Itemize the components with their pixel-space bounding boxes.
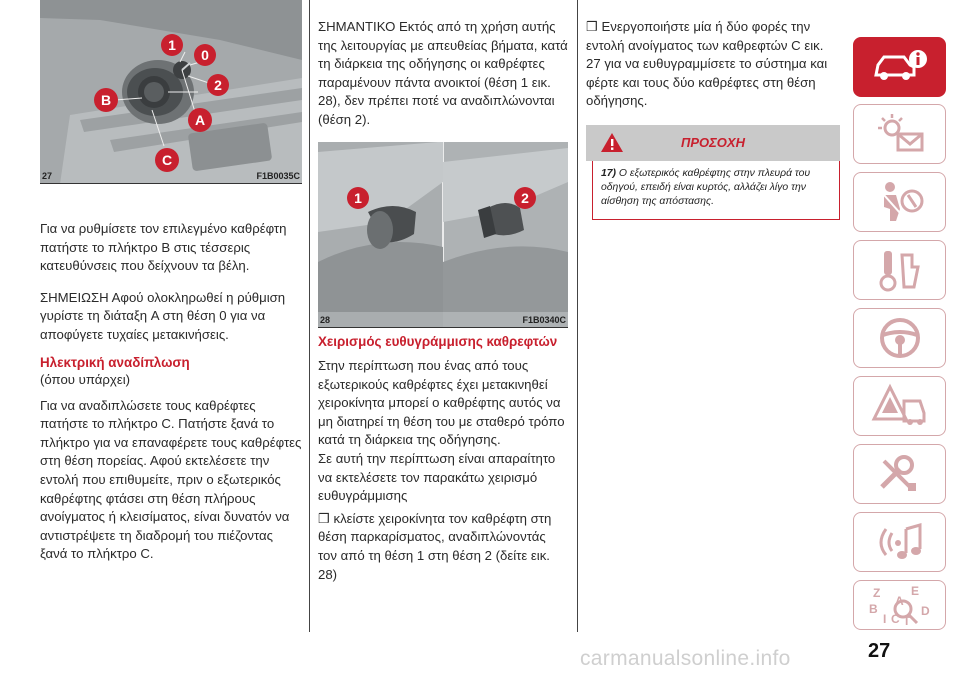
column-divider [577, 0, 578, 632]
section-subheading: (όπου υπάρχει) [40, 372, 131, 388]
airbag-seatbelt-icon [870, 179, 930, 225]
figure-caption [318, 311, 568, 325]
service-tools-icon [870, 451, 930, 497]
callout-2: 2 [214, 77, 222, 93]
figure-27 [40, 0, 302, 184]
sidebar-tab-safety[interactable] [853, 172, 946, 232]
callout-A: A [194, 112, 206, 128]
sidebar-tab-multimedia[interactable] [853, 512, 946, 572]
svg-text:D: D [920, 604, 930, 618]
warning-number: 17) [601, 167, 617, 179]
sidebar-tab-car-info[interactable] [853, 37, 946, 97]
steering-wheel-icon [877, 315, 923, 361]
multimedia-icon [870, 519, 930, 565]
sidebar-tab-emergency[interactable] [853, 376, 946, 436]
callout-2: 2 [521, 189, 529, 206]
svg-text:T: T [902, 614, 910, 627]
paragraph: Στην περίπτωση που ένας από τους εξωτερικούς καθρέφτες έχει μετακινηθεί χειροκίνητα μπορεί ο καθρέφτης αυτός να μη διατηρεί τη θέση του με σταθερό τρόπο κατά τη διάρκεια της οδήγησης. [318, 358, 565, 448]
figure-code: F1B0340C [522, 314, 566, 325]
sidebar-tab-index[interactable] [853, 580, 946, 630]
column-left [40, 0, 302, 564]
sidebar-tab-starting[interactable] [853, 240, 946, 300]
figure-number: 27 [42, 171, 53, 181]
bullet-item: ❒ Ενεργοποιήστε μία ή δύο φορές την εντολή ανοίγματος των καθρεφτών C εικ. 27 για να ευθυγραμμίσετε το σύστημα και φέρτε και τους δύο καθρέφτες στη θέση οδήγησης. [586, 19, 828, 109]
page-number: 27 [868, 640, 891, 662]
paragraph: Σε αυτή την περίπτωση είναι απαραίτητο να εκτελέσετε τον παρακάτω χειρισμό ευθυγράμμισης [318, 451, 556, 504]
column-right [586, 0, 840, 220]
warning-lights-icon [870, 112, 930, 156]
svg-text:Z: Z [872, 586, 880, 600]
paragraph: Για να αναδιπλώσετε τους καθρέφτες πατήστε το πλήκτρο C. Πατήστε ξανά το πλήκτρο για να επαναφέρετε τους καθρέφτες στη θέση πορείας. Αφού εκτελέσετε την εντολή που επιθυμείτε, πριν ο εξωτερικός καθρέφτης φτάσει στη θέση πλήρους ανοίγματος ή κλεισίματος, είναι δυνατόν να αντιστρέψετε τη διαδρομή του πιέζοντας ξανά το πλήκτρο C. [40, 397, 302, 562]
svg-text:E: E [910, 584, 919, 598]
paragraph: Για να ρυθμίσετε τον επιλεγμένο καθρέφτη πατήστε το πλήκτρο B στις τέσσερις κατευθύνσεις που δείχνουν τα βέλη. [40, 221, 287, 274]
important-paragraph: ΣΗΜΑΝΤΙΚΟ Εκτός από τη χρήση αυτής της λειτουργίας με απευθείας βήματα, κατά τη διάρκεια της οδήγησης οι καθρέφτες παραμένουν πάντα ανοικτοί (θέση 1 εικ. 28), δεν πρέπει ποτέ να αναδιπλώνονται (θέση 2). [318, 19, 568, 127]
sidebar-tab-warning-lights[interactable] [853, 104, 946, 164]
door-mirror-controls-illustration [40, 0, 302, 184]
figure-number: 28 [320, 314, 331, 325]
column-divider [309, 0, 310, 632]
callout-1: 1 [168, 37, 176, 53]
warning-text: Ο εξωτερικός καθρέφτης στην πλευρά του οδηγού, επειδή είναι κυρτός, αλλάζει λίγο την αίσθηση της απόστασης. [601, 167, 811, 207]
sidebar-tab-maintenance[interactable] [853, 444, 946, 504]
callout-0: 0 [201, 47, 209, 63]
bullet-item: ❒ κλείστε χειροκίνητα τον καθρέφτη στη θέση παρκαρίσματος, αναδιπλώνοντάς τον από τη θέση 1 στη θέση 2 (δείτε εικ. 28) [318, 510, 552, 582]
folding-mirror-illustration [318, 142, 568, 328]
figure-caption [40, 167, 302, 181]
figure-28 [318, 142, 568, 328]
note-paragraph: ΣΗΜΕΙΩΣΗ Αφού ολοκληρωθεί η ρύθμιση γυρίστε τη διάταξη A στη θέση 0 για να αποφύγετε τυχαίες μετακινήσεις. [40, 289, 286, 342]
figure-code: F1B0035C [256, 171, 300, 181]
section-heading: Χειρισμός ευθυγράμμισης καθρεφτών [318, 333, 558, 349]
section-heading: Ηλεκτρική αναδίπλωση [40, 354, 190, 370]
callout-C: C [161, 152, 173, 168]
watermark: carmanualsonline.info [580, 647, 791, 670]
callout-1: 1 [354, 189, 362, 206]
svg-text:B: B [868, 602, 878, 616]
warning-body [592, 161, 840, 220]
svg-text:A: A [894, 594, 904, 608]
warning-title: ΠΡΟΣΟΧΗ [681, 134, 745, 150]
sidebar-tab-driving[interactable] [853, 308, 946, 368]
index-letters-icon [865, 583, 935, 627]
warning-header [586, 125, 840, 161]
column-middle [318, 0, 568, 584]
breakdown-triangle-icon [870, 383, 930, 429]
car-info-icon [870, 47, 930, 87]
svg-text:I: I [882, 612, 886, 626]
callout-B: B [100, 92, 112, 108]
svg-text:C: C [890, 612, 900, 626]
key-ignition-icon [870, 247, 930, 293]
